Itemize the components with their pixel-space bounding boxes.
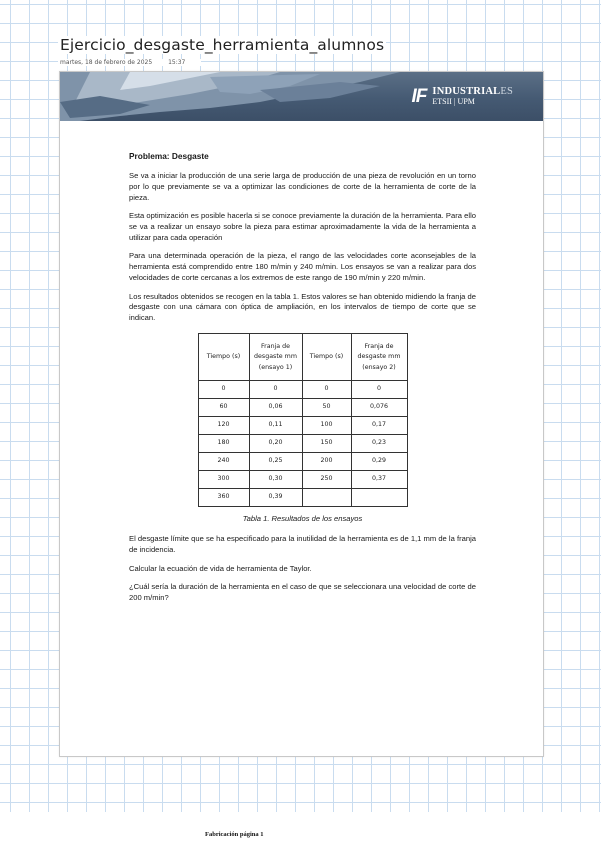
logo-name: INDUSTRIAL <box>432 86 501 97</box>
table-cell: 120 <box>198 417 249 435</box>
table-header: Franja de desgaste mm (ensayo 1) <box>249 334 302 381</box>
table-cell: 250 <box>302 471 351 489</box>
table-row <box>198 381 407 399</box>
table-header: Franja de desgaste mm (ensayo 2) <box>351 334 407 381</box>
paragraph: El desgaste límite que se ha especificado para la inutilidad de la herramienta es de 1,1 mm de la franja de incidencia. <box>129 534 476 555</box>
table-cell: 0,06 <box>249 399 302 417</box>
industriales-logo <box>412 86 513 108</box>
table-cell: 150 <box>302 435 351 453</box>
table-cell: 200 <box>302 453 351 471</box>
table-row <box>198 417 407 435</box>
table-cell: 50 <box>302 399 351 417</box>
table-row <box>198 399 407 417</box>
logo-subtitle: ETSII | UPM <box>432 97 475 106</box>
page-title[interactable]: Ejercicio_desgaste_herramienta_alumnos <box>60 36 385 54</box>
table-cell: 180 <box>198 435 249 453</box>
page-meta <box>58 59 201 66</box>
table-cell: 0,39 <box>249 489 302 507</box>
table-cell: 0 <box>351 381 407 399</box>
table-cell: 0 <box>198 381 249 399</box>
table-header-row <box>198 334 407 381</box>
problem-heading: Problema: Desgaste <box>129 151 209 161</box>
table-cell: 240 <box>198 453 249 471</box>
table-cell <box>302 489 351 507</box>
table-cell: 0,29 <box>351 453 407 471</box>
table-cell: 60 <box>198 399 249 417</box>
table-row <box>198 489 407 507</box>
page-time: 15:37 <box>168 59 186 66</box>
table-header: Tiempo (s) <box>302 334 351 381</box>
table-cell: 0,11 <box>249 417 302 435</box>
table-cell: 0,20 <box>249 435 302 453</box>
document-header-banner <box>60 72 543 121</box>
results-table <box>198 333 408 507</box>
logo-mark: IF <box>411 86 427 107</box>
table-row <box>198 471 407 489</box>
table-cell: 0 <box>249 381 302 399</box>
paragraph: Calcular la ecuación de vida de herramienta de Taylor. <box>129 563 312 573</box>
document-content <box>129 151 476 611</box>
table-caption: Tabla 1. Resultados de los ensayos <box>242 514 363 524</box>
paragraph: Para una determinada operación de la pieza, el rango de las velocidades corte aconsejables de la herramienta está comprendido entre 180 m/min y 240 m/min. Los ensayos se van a realizar para dos velocidades de corte cercanas a los extremos de este rango de 190 m/min y 220 m/min. <box>129 251 476 283</box>
table-header: Tiempo (s) <box>198 334 249 381</box>
tool-photo-image <box>60 72 400 121</box>
table-cell <box>351 489 407 507</box>
table-cell: 100 <box>302 417 351 435</box>
table-cell: 0,30 <box>249 471 302 489</box>
table-cell: 0,37 <box>351 471 407 489</box>
paragraph: Esta optimización es posible hacerla si se conoce previamente la duración de la herramienta. Para ello se va a realizar un ensayo sobre la pieza para estimar aproximadamente la vida de la herramienta a utilizar para cada operación <box>129 211 476 242</box>
table-row <box>198 435 407 453</box>
paragraph: Los resultados obtenidos se recogen en la tabla 1. Estos valores se han obtenido midiendo la franja de desgaste con una cámara con óptica de ampliación, en los intervalos de tiempo de corte que se indican. <box>129 291 476 323</box>
paragraph: ¿Cuál sería la duración de la herramienta en el caso de que se seleccionara una velocidad de corte de 200 m/min? <box>129 581 476 602</box>
table-cell: 300 <box>198 471 249 489</box>
table-cell: 0,25 <box>249 453 302 471</box>
page-date: martes, 18 de febrero de 2025 <box>60 59 153 66</box>
logo-name-suffix: ES <box>500 86 513 97</box>
table-cell: 0,17 <box>351 417 407 435</box>
embedded-document-page <box>59 71 544 757</box>
table-cell: 360 <box>198 489 249 507</box>
table-cell: 0,23 <box>351 435 407 453</box>
table-cell: 0,076 <box>351 399 407 417</box>
table-row <box>198 453 407 471</box>
table-cell: 0 <box>302 381 351 399</box>
paragraph: Se va a iniciar la producción de una serie larga de producción de una pieza de revolución en un torno por lo que previamente se va a optimizar las condiciones de corte de la herramienta de corte de la pieza. <box>129 170 476 202</box>
page-footer: Fabricación página 1 <box>205 831 264 838</box>
